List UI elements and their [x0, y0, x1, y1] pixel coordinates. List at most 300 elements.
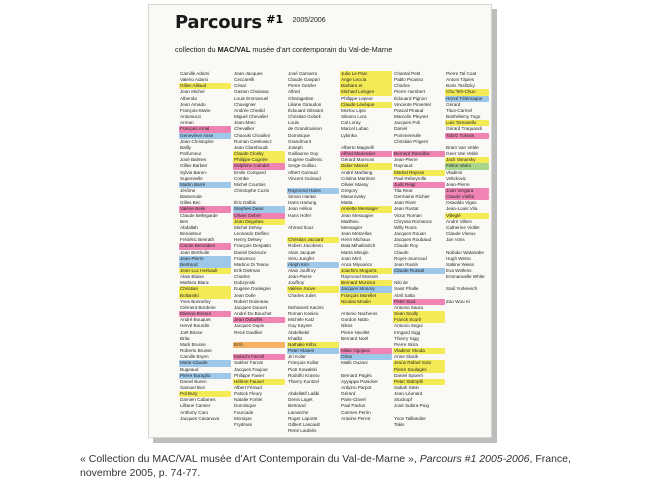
artist-name: Nobuko Watanabe	[446, 249, 484, 255]
artist-name: Éric Dalbis	[234, 200, 256, 206]
artist-name: Barbara et	[340, 83, 392, 89]
artist-name: Gilles Aillaud	[179, 83, 231, 89]
artist-name: Simon Hantaï	[288, 194, 316, 200]
artist-column-5	[393, 71, 445, 428]
artist-name: Abdellatif Laâbi	[288, 391, 320, 397]
artist-name: Lamarche	[288, 409, 309, 415]
artist-name: Pierre Buraglio	[179, 373, 231, 379]
artist-name: Jean-Louis Vila	[446, 206, 478, 212]
artist-name: Marcel Lubac	[341, 126, 369, 132]
artist-name: Judit Reigl	[393, 182, 445, 188]
artist-name: Jesús Rafael Soto	[393, 360, 445, 366]
artist-name: José Balmes	[180, 157, 207, 163]
artist-name: Camille Adami	[180, 71, 210, 76]
artist-name: Silvano Lora	[341, 114, 367, 120]
artist-name: Édouard Pignon	[394, 95, 427, 101]
artist-name: Peter Stämpfli	[393, 379, 445, 385]
title-row	[175, 12, 326, 33]
artist-name: Charles	[234, 274, 250, 280]
artist-name: Chryssa Romanos	[394, 218, 432, 224]
artist-name: Ardyino Parpot	[341, 384, 372, 390]
artist-column-1	[179, 71, 231, 422]
artist-name: Cristina Martinez	[341, 175, 376, 181]
artist-name: Matthieu	[341, 218, 359, 224]
artist-name: Pierre Soulages	[393, 367, 445, 373]
artist-name: Royet-Journoud	[394, 255, 427, 261]
artist-column-4	[340, 71, 392, 422]
artist-name: Miguel Chevalier	[234, 114, 269, 120]
artist-name: Gérard	[341, 391, 356, 397]
artist-name: Sabah Stein	[394, 384, 419, 390]
artist-name: Abril Salta	[394, 292, 415, 298]
artist-name: Michel Dehay	[234, 224, 262, 230]
artist-name: Raymond Moisset	[341, 274, 378, 280]
artist-name: Franck Scurti	[393, 317, 445, 323]
artist-name: Monique	[234, 415, 252, 421]
artist-name: Denis Laget	[288, 397, 313, 403]
spacer	[233, 336, 285, 342]
figure-caption	[80, 452, 600, 480]
artist-name: Natalie Fortier	[234, 397, 263, 403]
artist-name: Antonio Segui	[394, 323, 423, 329]
artist-name: César	[234, 83, 247, 89]
artist-name: Hugh Weiss	[446, 255, 471, 261]
artist-name: Joan Miró	[341, 255, 362, 261]
artist-name: Abdelkebir	[288, 329, 310, 335]
artist-name: Gordon Natto	[341, 317, 369, 323]
artist-name: Frédéric Benrath	[180, 237, 215, 243]
artist-name: Villeglé	[445, 213, 489, 219]
artist-name: Jacques Faujour	[234, 366, 268, 372]
artist-name: Thierry Sigg	[394, 335, 419, 341]
artist-name: Malik Ouzani	[341, 360, 368, 366]
artist-name: Guillaume Guy	[288, 151, 319, 157]
artist-name: Chu Teh-Chun	[445, 89, 489, 95]
artist-name: de Grandmaison	[288, 126, 322, 132]
artist-name: Abdallah	[180, 224, 198, 230]
artist-name: Willy Ronis	[394, 224, 417, 230]
artist-name: Piotr Kowalski	[288, 366, 317, 372]
artist-name: Christophe Cuzin	[234, 187, 270, 193]
artist-name: Liliane Giraudon	[288, 101, 322, 107]
artist-name: Emile Compard	[234, 169, 266, 175]
artist-name: Martin Barré	[179, 182, 231, 188]
artist-name: Gharagetian	[288, 95, 314, 101]
artist-name: René Laubiès	[288, 428, 317, 434]
artist-name: Vladimir Skoda	[393, 348, 445, 354]
artist-name: Carole Benzaken	[179, 243, 231, 249]
artist-name: Pascal Pinaud	[394, 107, 424, 113]
artist-name: Patrick Fleury	[234, 391, 262, 397]
artist-name: Jean-Léonard	[394, 391, 423, 397]
artist-name: Parfumeur	[180, 151, 202, 157]
artist-column-6	[445, 71, 489, 305]
artist-name: Pierre Humbert	[394, 89, 426, 95]
artist-name: Alfred Manessier	[340, 151, 392, 157]
artist-name: Jean Metzellus	[341, 231, 372, 237]
artist-name: Boltanski	[179, 293, 231, 299]
artist-name: Mortoc Lipsi	[341, 107, 366, 113]
artist-name: Arman	[180, 120, 194, 126]
artist-name: Jean Rustat	[394, 206, 419, 212]
artist-name: Gaston Chaissac	[234, 89, 269, 95]
artist-name: Seru Jungfer	[288, 255, 315, 261]
artist-name: Gregory	[341, 187, 358, 193]
artist-name: Jacques Monory	[340, 286, 392, 292]
artist-name: Peter Klasen	[287, 348, 339, 354]
artist-name: Daniel Spoerri	[394, 372, 424, 378]
artist-name: Anca Miyoarics	[341, 261, 373, 267]
artist-name: Jean Dubuffet	[233, 317, 285, 323]
artist-name: Jacques Poli	[394, 120, 420, 126]
artist-name: Guy Kayser	[288, 323, 312, 329]
artist-name: Jean Messagier	[341, 212, 374, 218]
artist-name: Ahmed Ilouz	[288, 224, 314, 230]
artist-name: Bugeaud	[180, 366, 199, 372]
artist-name: André Marfaing	[341, 169, 373, 175]
artist-name: Chantal Petit	[394, 71, 421, 76]
caption-tail: , France, novembre 2005, p. 74-77.	[80, 453, 571, 479]
artist-name: Messagier	[341, 224, 363, 230]
artist-name: Jacques Dupin	[234, 323, 265, 329]
artist-name: Daniel Buren	[180, 378, 207, 384]
artist-name: Martial Raysse	[393, 170, 445, 176]
artist-name: Paul Pavlos	[341, 403, 366, 409]
artist-name: René Duvillier	[234, 329, 263, 335]
artist-name: Jean-Luc Herbault	[179, 268, 231, 274]
artist-name: Claude Viallat	[445, 194, 489, 200]
artist-name: Jouffroy	[288, 280, 305, 286]
artist-name: Henri Michaux	[341, 237, 371, 243]
artist-name: Jean-Pierre	[446, 181, 470, 187]
artist-name: Jean Amado	[180, 101, 206, 107]
artist-name: Ben	[180, 218, 189, 224]
artist-name: Philippe Lepeut	[341, 95, 373, 101]
artist-name: Claude Closky	[233, 151, 285, 157]
artist-name: Claude Rutault	[393, 268, 445, 274]
artist-name: Roman Kanieu	[288, 311, 319, 317]
artist-name: Malachi Farrell	[233, 354, 285, 360]
artist-name: Yvon Taillandier	[394, 415, 426, 421]
artist-name: Albert Guiraud	[288, 169, 318, 175]
artist-name: Bernard Noël	[341, 335, 369, 341]
artist-name: Joseph	[288, 144, 303, 150]
artist-name: Nicolas Moulin	[340, 299, 392, 305]
artist-name: Marta Minujin	[341, 249, 369, 255]
artist-name: José Gamarra	[288, 71, 318, 76]
document-title: Parcours	[175, 12, 262, 33]
artist-name: Catherine Viollet	[446, 224, 480, 230]
artist-name: Samuel Buri	[180, 384, 205, 390]
artist-name: Alain Blaise	[180, 274, 204, 280]
artist-name: François Despatin	[234, 243, 271, 249]
artist-name: Mathieu Blanc	[180, 280, 210, 286]
artist-name: Jean Rustin	[394, 261, 419, 267]
artist-name: Claude Viseux	[446, 231, 476, 237]
document-subtitle	[175, 45, 392, 54]
artist-name: Claude Lévêque	[340, 102, 392, 108]
artist-name: Matta	[341, 200, 353, 206]
caption-italic: Parcours #1 2005-2006	[419, 453, 530, 465]
artist-name: Sakher Farzat	[234, 360, 263, 366]
artist-name: Erró	[233, 342, 285, 348]
artist-name: André Du Bouchet	[234, 311, 272, 317]
artist-name: Pierre Getzler	[288, 83, 317, 89]
artist-name: Jean Bertholle	[180, 249, 210, 255]
artist-name: Milan Ognjanc	[340, 348, 392, 354]
artist-name: Raymond Hains	[287, 188, 339, 194]
artist-name: Henry Delsey	[234, 237, 262, 243]
artist-name: Charles Juliet	[288, 292, 316, 298]
artist-name: Eva Wellens	[446, 268, 472, 273]
artist-name: Sabine Weiss	[446, 261, 474, 267]
artist-name: Alfred	[288, 89, 300, 95]
artist-name: Jacques Casanova	[180, 415, 220, 421]
artist-name: Velickovic	[446, 175, 467, 181]
subtitle-suffix: musée d'art contemporain du Val-de-Marne	[250, 45, 393, 54]
artist-name: Annette Messager	[340, 206, 392, 212]
scanned-page	[148, 4, 492, 438]
artist-name: Bertrand	[288, 403, 306, 409]
artist-name: Victor Roman	[394, 212, 422, 218]
artist-name: Michael Leisgen	[340, 89, 392, 95]
artist-column-2	[233, 71, 285, 428]
artist-name: Pommereulle	[394, 132, 422, 138]
artist-name: Bram Van Velde	[446, 144, 479, 150]
artist-name: Antonio Saura	[394, 304, 424, 310]
artist-name: Roberto Brusse	[180, 348, 212, 354]
artist-name: Ceccarelli	[234, 77, 255, 83]
artist-name: Pierre Tal Coat	[446, 71, 477, 76]
artist-name: Rodolfo Krasno	[288, 372, 320, 378]
artist-name: Eugène Dodeigne	[234, 286, 271, 292]
artist-name: Claude Roy	[394, 243, 418, 249]
artist-name: Antoine Perrot	[341, 415, 371, 421]
artist-name: Gérard Mannoni	[341, 157, 375, 163]
artist-name: Vladimir	[446, 169, 463, 175]
artist-name: Christian Gobeli	[288, 114, 321, 120]
artist-name: Jean-Christophe	[180, 138, 214, 144]
artist-name: Julio Le Parc	[340, 71, 392, 77]
caption-text: « Collection du MAC/VAL musée d'Art Contemporain du Val-de-Marne »,	[80, 453, 420, 465]
artist-name: Jérôme	[180, 187, 196, 193]
artist-name: Serge Guillou	[288, 163, 316, 169]
artist-name: Louis Emmanuel	[234, 95, 269, 101]
artist-name: Saúl Yurkievich	[446, 286, 478, 292]
artist-name: Hélène Fauvel	[233, 379, 285, 385]
artist-name: Jean-Pierre	[288, 274, 312, 280]
artist-name: Cal Loray	[341, 120, 361, 126]
artist-name: Michel Courtois	[234, 181, 266, 187]
artist-name: Takis	[394, 421, 405, 427]
artist-name: Roger Laporte	[288, 415, 318, 421]
artist-name: Orlan	[340, 354, 392, 360]
artist-name: Roman Cieslewicz	[234, 138, 272, 144]
artist-name: Jean Clareboudt	[234, 144, 268, 150]
artist-name: Leonardo Delfino	[234, 231, 269, 237]
artist-name: Fourcade	[234, 409, 254, 415]
issue-years: 2005/2006	[292, 17, 326, 24]
artist-name: Joachim Mogarra	[340, 268, 392, 274]
artist-name: Ange Leccia	[340, 77, 392, 83]
artist-name: Tita Reut	[394, 187, 413, 193]
artist-name: Anne Slacik	[394, 354, 419, 360]
artist-name: Jean Degottex	[233, 219, 285, 225]
artist-name: Olivier Debré	[233, 213, 285, 219]
artist-name: Raynaud	[394, 163, 413, 169]
artist-name: Hans Hofer	[288, 212, 312, 218]
artist-name: Oswaldo Vigas	[446, 200, 477, 206]
artist-name: Luis Tomasello	[445, 120, 489, 126]
artist-name: Jacques Doucet	[234, 304, 267, 310]
artist-name: Geer Van Velde	[446, 151, 479, 157]
artist-name: Hans Hartung	[288, 200, 317, 206]
artist-name: Jean Dolle	[234, 292, 256, 298]
artist-name: Bernard Rancillac	[393, 151, 445, 157]
artist-name: Bailly	[180, 144, 191, 150]
artist-name: Alberto Magnelli	[341, 144, 374, 150]
artist-name: Damien Cabanes	[180, 397, 216, 403]
artist-name: Geneviève Asse	[179, 133, 231, 139]
artist-name: Supervielle	[180, 175, 203, 181]
artist-name: Joan Vergara	[445, 188, 489, 194]
subtitle-prefix: collection du	[175, 45, 218, 54]
artist-name: José Subira-Puig	[394, 403, 429, 409]
artist-name: Michèle Katz	[288, 317, 315, 323]
artist-column-3	[287, 71, 339, 434]
artist-name: Saint Phalle	[394, 286, 419, 292]
artist-name: Ayyappa Panicker	[341, 378, 378, 384]
artist-name: Stockopf	[394, 397, 412, 403]
artist-name: Bertrand	[179, 262, 231, 268]
artist-name: André Bouquet	[180, 317, 211, 323]
artist-name: Édouard Glissant	[288, 107, 324, 113]
artist-name: Etienne Bossut	[179, 311, 231, 317]
artist-name: Pierre Nivollet	[341, 329, 370, 335]
artist-name: Didier Marcel	[340, 163, 392, 169]
artist-name: Jiri Kolar	[288, 354, 306, 360]
artist-name: Martino Di Teana	[234, 261, 269, 267]
artist-name: Barthélemy Togo	[446, 114, 481, 120]
artist-name: Christian Jaccard	[287, 237, 339, 243]
artist-name: Bernard Moninot	[340, 280, 392, 286]
artist-name: Niki de	[394, 280, 408, 286]
artist-name: Alberola	[180, 95, 197, 101]
artist-name: Joël Brisse	[180, 329, 203, 335]
artist-name: Gérard	[446, 101, 461, 107]
artist-name: Valérie Belin	[179, 206, 231, 212]
artist-name: Jean Hélion	[288, 206, 313, 212]
artist-name: Christian Prigent	[394, 138, 428, 144]
artist-name: Valerio Adami	[180, 77, 208, 83]
artist-name: Philippe Favier	[234, 372, 265, 378]
artist-name: Zao Wou Ki	[446, 298, 470, 304]
artist-name: Pierre Skira	[394, 341, 418, 347]
artist-name: Paris-Clavel	[341, 397, 366, 403]
artist-name: Vincente Pimentel	[394, 101, 431, 107]
artist-name: Valérie Jouve	[287, 286, 339, 292]
artist-name: Bala Mihailovitch	[341, 243, 376, 249]
artist-name: Delphine Coindet	[233, 163, 285, 169]
artist-name: Robert Doisneau	[234, 298, 269, 304]
artist-name: Khatibi	[288, 335, 302, 341]
artist-name: Yves Bonnefoy	[180, 298, 211, 304]
artist-name: Mohamed Kacimi	[288, 304, 324, 310]
artist-name: Philippe Cognée	[233, 157, 285, 163]
artist-name: Claude	[394, 249, 409, 255]
artist-name: Jacques Rouan	[394, 231, 426, 237]
artist-name: Francesco	[234, 255, 256, 261]
artist-name: François Kollar	[288, 360, 319, 366]
artist-name: Jean-Pierre	[394, 157, 418, 163]
artist-name: Jean-Pierre	[179, 256, 231, 262]
artist-name: Claude Gaspari	[288, 77, 320, 83]
artist-name: Alain Jacquet	[288, 249, 316, 255]
artist-name: Christian	[179, 286, 231, 292]
artist-name: Nathalie Kilbo	[287, 342, 339, 348]
artist-name: Camille Bryen	[180, 354, 209, 360]
artist-name: Jacques Roubaud	[394, 237, 432, 243]
artist-name: Marie-Claude	[179, 360, 231, 366]
artist-name: Jean Michel	[180, 89, 205, 95]
artist-name: François-Marie	[180, 107, 211, 113]
artist-name: Bernard Pagès	[341, 372, 372, 378]
artist-name: Anthony Caro	[180, 409, 209, 415]
artist-name: Dominique	[288, 132, 310, 138]
artist-name: Basserode	[180, 194, 202, 200]
artist-name: Peter Saul	[393, 299, 445, 305]
artist-name: Charles	[394, 83, 410, 89]
artist-name: Antonio Nacheros	[341, 311, 378, 317]
artist-name: Erik Dietman	[234, 268, 261, 273]
artist-name: Gérard Traquandi	[446, 126, 482, 132]
artist-name: Hervé Bourdin	[180, 323, 210, 329]
artist-name: Lilliane Camier	[180, 403, 211, 409]
artist-name: François Arnal	[179, 126, 231, 132]
artist-name: Grandmont	[288, 138, 311, 144]
artist-name: Dobzynski	[234, 280, 256, 286]
artist-name: Albert Féraud	[234, 384, 262, 390]
artist-name: Clément Borderie	[180, 304, 216, 310]
artist-name: Combe	[234, 175, 249, 181]
artist-name: Eugène Guillevic	[288, 157, 323, 163]
artist-name: Boris Taslitzky	[446, 83, 475, 89]
artist-name: Irmgard Sigg	[394, 329, 421, 335]
artist-name: Tabriz Tukvas	[445, 133, 489, 139]
artist-name: Gilbert Lascault	[288, 421, 320, 427]
subtitle-bold: MAC/VAL	[217, 45, 251, 54]
artist-name: Jean-Jacques	[234, 71, 263, 76]
artist-name: Masurovsky	[341, 194, 366, 200]
artist-name: Pablo Picasso	[394, 77, 424, 83]
artist-name: Benanteur	[180, 231, 202, 237]
artist-name: Jan Voss	[446, 237, 465, 243]
artist-name: Hervé Télémaque	[445, 96, 489, 102]
artist-name: Titus-Carmel	[446, 107, 473, 113]
artist-name: Robert Jacobsen	[288, 243, 323, 249]
artist-name: Andrée Chedid	[234, 107, 265, 113]
issue-number: #1	[266, 13, 284, 26]
artist-name: Brita	[180, 335, 190, 341]
artist-name: Nikos	[341, 323, 353, 329]
artist-name: Jean-Marc	[234, 120, 256, 126]
artist-name: Sean Scully	[393, 311, 445, 317]
artist-name: Pol Bury	[179, 391, 231, 397]
artist-name: Jean Rivet	[394, 200, 416, 206]
artist-name: Lybinka	[341, 132, 357, 138]
artist-name: Daniel	[394, 126, 407, 132]
artist-name: Mark Brusse	[180, 341, 206, 347]
